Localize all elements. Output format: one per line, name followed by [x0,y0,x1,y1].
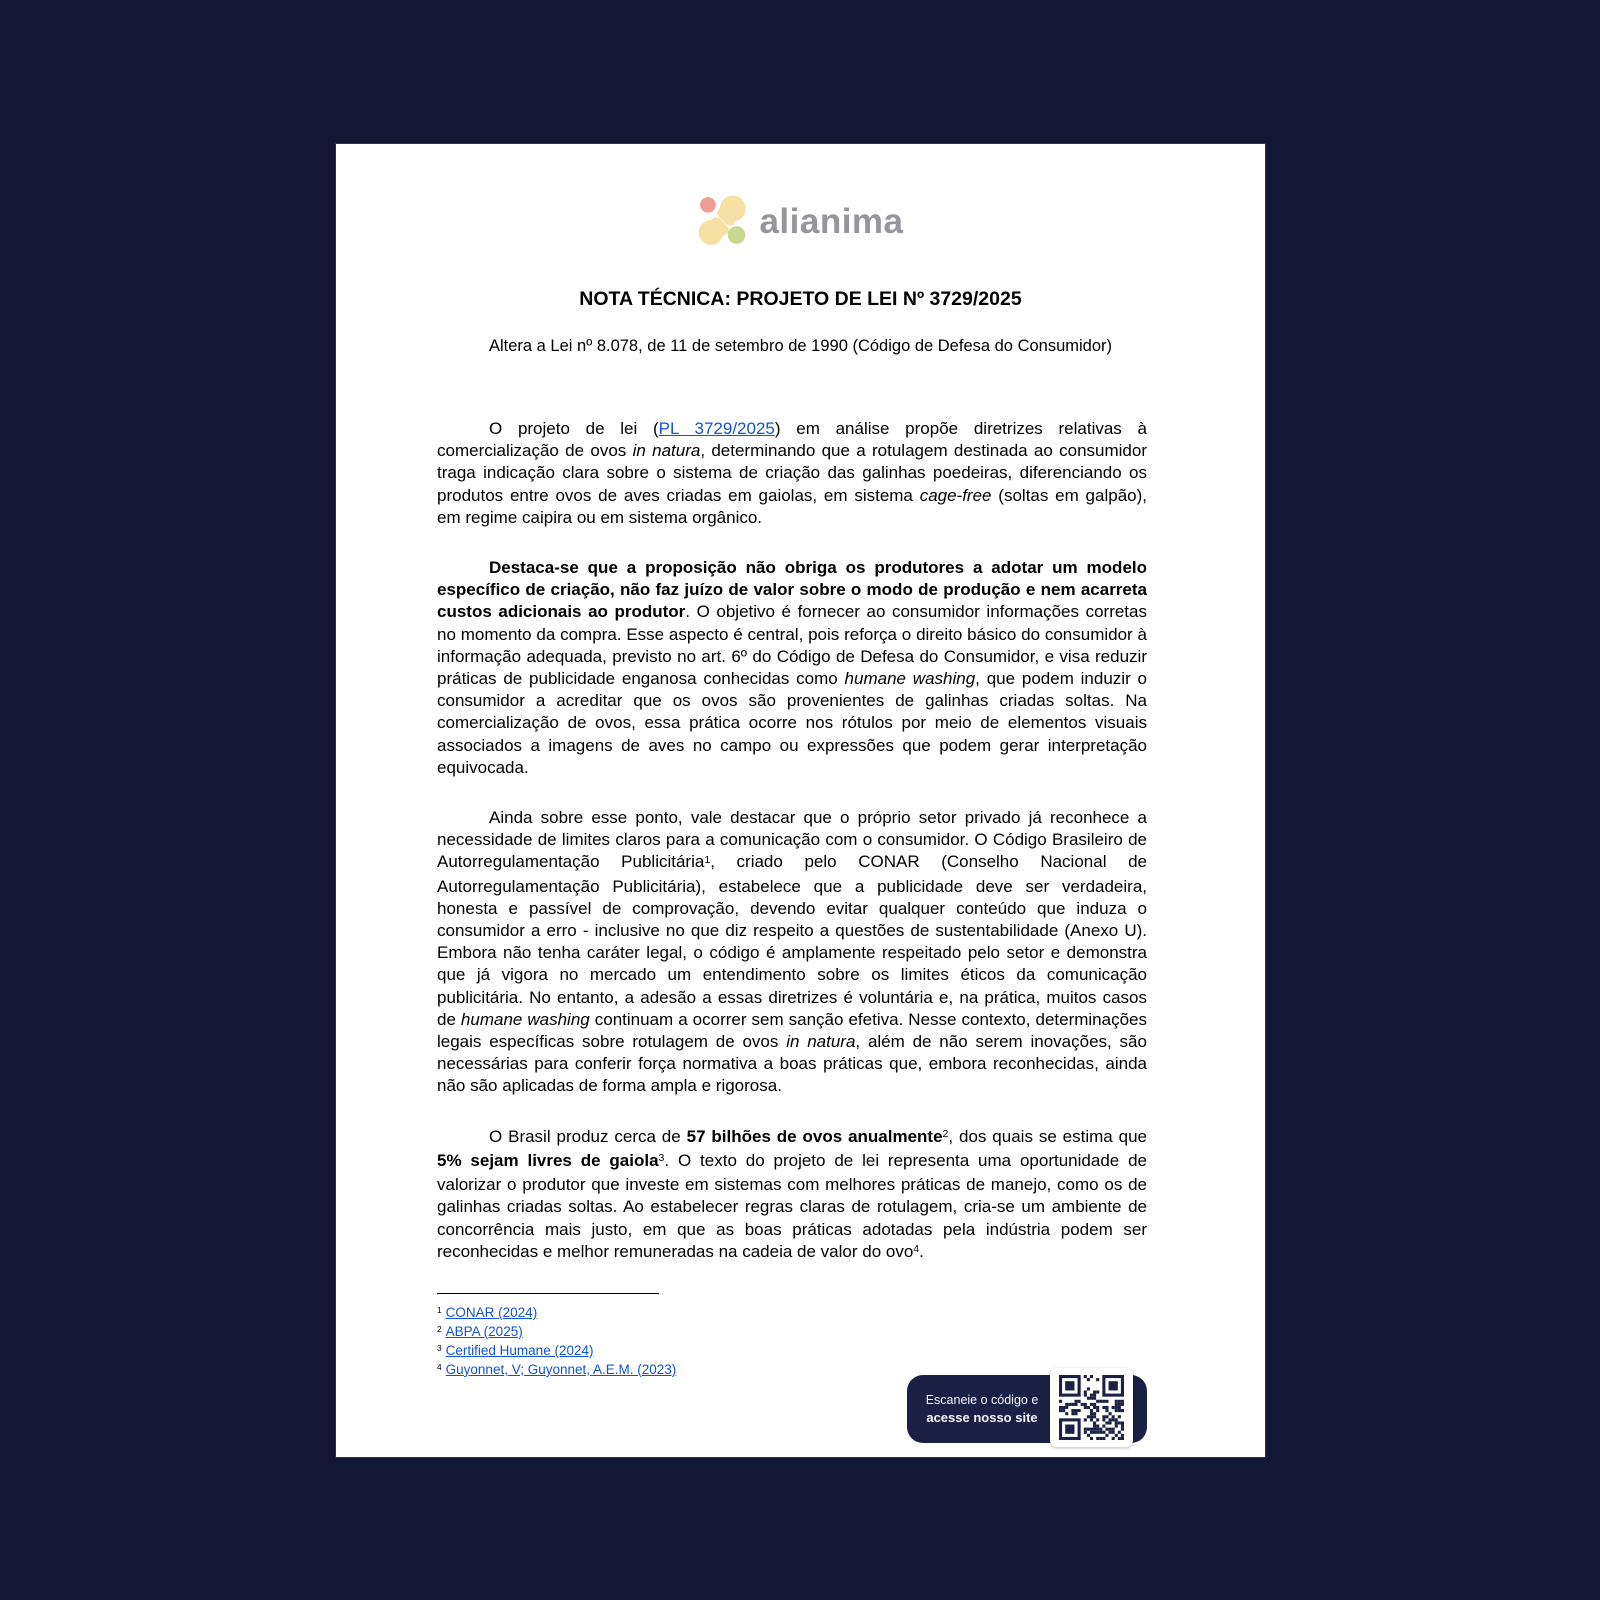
footnote-link[interactable]: Certified Humane (2024) [445,1342,594,1358]
footnote-number: 2 [437,1324,442,1335]
text-run: ) em análise propõe diretrizes relativas à comercialização de ovos [437,419,1147,461]
paragraph-1 [437,418,1147,529]
text-run: 57 bilhões de ovos anualmente [686,1126,943,1146]
text-run: cage-free [919,485,992,505]
text-run: O projeto de lei ( [489,419,659,438]
qr-code [1059,1375,1124,1440]
alianima-logo [336,194,1265,248]
footnote-number: 3 [437,1343,442,1354]
alianima-wordmark: alianima [759,201,904,241]
paragraph-3 [437,807,1147,1098]
text-run: 5% sejam livres de gaiola [437,1150,659,1170]
footnote-separator [437,1293,659,1294]
text-run: O Brasil produz cerca de [489,1126,687,1146]
footnote-link[interactable]: Guyonnet, V; Guyonnet, A.E.M. (2023) [445,1361,677,1377]
document-body [336,418,1265,1380]
paragraph-2 [437,557,1147,779]
text-run: , além de não serem inovações, são necessárias para conferir força normativa a boas práticas que, embora reconhecidas, ainda não são aplicadas de forma ampla e rigorosa. [437,1032,1147,1096]
text-run: Ainda sobre esse ponto, vale destacar que o próprio setor privado já reconhece a necessidade de limites claros para a comunicação com o consumidor. O Código Brasileiro de Autorregulamentação Publicitária [437,808,1147,872]
document-subtitle: Altera a Lei nº 8.078, de 11 de setembro de 1990 (Código de Defesa do Consumidor) [488,337,1113,355]
footnote-link[interactable]: ABPA (2025) [445,1323,523,1339]
text-run: 3 [658,1152,665,1165]
qr-card [1050,1368,1133,1447]
footnote-link[interactable]: CONAR (2024) [445,1304,538,1320]
text-run: , criado pelo CONAR (Conselho Nacional de Autorregulamentação Publicitária), estabelece que a publicidade deve ser verdadeira, honesta e passível de comprovação, devendo evitar qualquer conteúdo que induza o consumidor a erro - inclusive no que diz respeito a questões de sustentabilidade (Anexo U). Embora não tenha caráter legal, o código é amplamente respeitado pelo setor e demonstra que já vigora no mercado um entendimento sobre os limites éticos da comunicação publicitária. No entanto, a adesão a essas diretrizes é voluntária e, na prática, muitos casos de [437,852,1148,1029]
footnote-item [437,1323,1147,1342]
qr-badge-line1: Escaneie o código e [925,1393,1039,1407]
qr-badge-text [907,1375,1057,1443]
alianima-logo-icon [697,195,749,247]
text-run: humane washing [844,669,976,689]
text-run: , que podem induzir o consumidor a acreditar que os ovos são provenientes de galinhas criadas soltas. Na comercialização de ovos, essa prática ocorre nos rótulos por meio de elementos visuais associados a imagens de aves no campo ou expressões que podem gerar interpretação equivocada. [437,669,1147,777]
text-run: Destaca-se que a proposição não obriga os produtores a adotar um modelo específico de criação, não faz juízo de valor sobre o modo de produção e nem acarreta custos adicionais ao produtor [437,558,1147,622]
footnote-item [437,1304,1147,1323]
text-run: . O texto do projeto de lei representa uma oportunidade de valorizar o produtor que investe em sistemas com melhores práticas de manejo, como os de galinhas criadas soltas. Ao estabelecer regras claras de rotulagem, cria-se um ambiente de concorrência mais justo, em que as boas práticas adotadas pela indústria podem ser reconhecidas e melhor remuneradas na cadeia de valor do ovo [437,1150,1147,1261]
inline-link[interactable]: PL 3729/2025 [658,419,775,438]
footnote-item [437,1342,1147,1361]
document-page [336,144,1265,1457]
text-run: in natura [632,441,701,461]
text-run: 1 [704,853,711,866]
footnote-number: 1 [437,1305,442,1316]
text-run: continuam a ocorrer sem sanção efetiva. Nesse contexto, determinações legais específicas sobre rotulagem de ovos [437,1009,1147,1052]
paragraph-4 [437,1126,1147,1265]
text-run: , dos quais se estima que [948,1126,1147,1146]
qr-badge-line2: acesse nosso site [926,1410,1038,1425]
text-run: 2 [942,1127,949,1140]
text-run: humane washing [460,1009,590,1029]
text-run: (soltas em galpão), em regime caipira ou em sistema orgânico. [437,485,1147,527]
text-run: in natura [786,1032,856,1052]
text-run: . [919,1241,924,1261]
text-run: 4 [913,1242,920,1255]
text-run: , determinando que a rotulagem destinada ao consumidor traga indicação clara sobre o sistema de criação das galinhas poedeiras, diferenciando os produtos entre ovos de aves criadas em gaiolas, em sistema [437,441,1147,505]
footnote-number: 4 [437,1362,442,1373]
text-run: . O objetivo é fornecer ao consumidor informações corretas no momento da compra. Esse aspecto é central, pois reforça o direito básico do consumidor à informação adequada, previsto no art. 6º do Código de Defesa do Consumidor, e visa reduzir práticas de publicidade enganosa conhecidas como [437,602,1147,689]
footnotes [437,1304,1147,1380]
document-title: NOTA TÉCNICA: PROJETO DE LEI Nº 3729/2025 [579,288,1022,310]
